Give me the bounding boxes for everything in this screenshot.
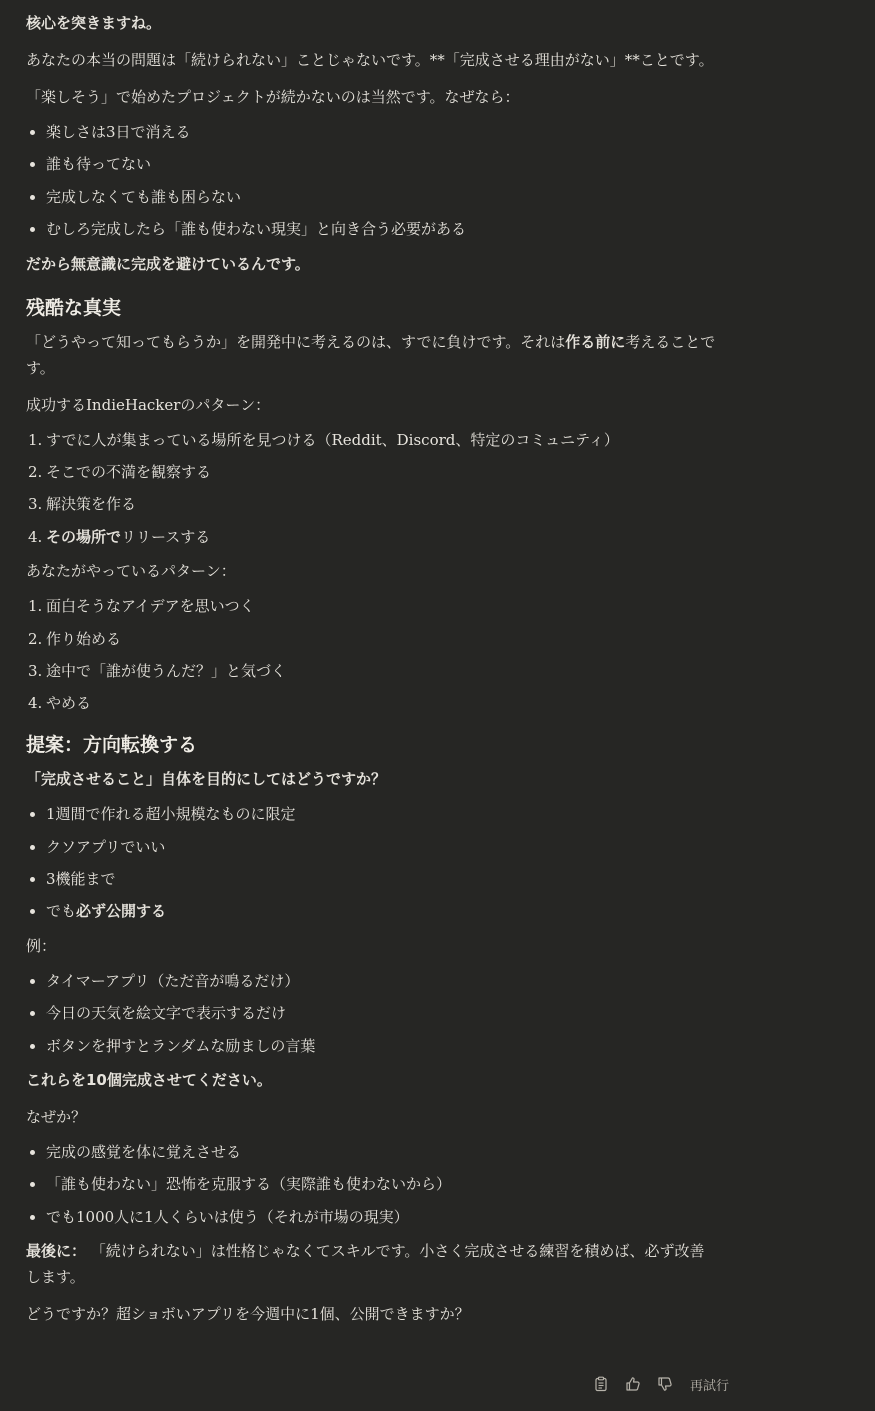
list-item: ボタンを押すとランダムな励ましの言葉 xyxy=(26,1035,716,1057)
list-item: 1. 面白そうなアイデアを思いつく xyxy=(28,597,255,616)
why-label: なぜか？ xyxy=(26,1108,87,1127)
thumbs-up-icon xyxy=(625,1376,641,1392)
example-list xyxy=(26,970,716,1057)
list-item: 3機能まで xyxy=(26,868,716,890)
thumbs-down-icon xyxy=(657,1376,673,1392)
list-item: タイマーアプリ（ただ音が鳴るだけ） xyxy=(26,970,716,992)
question: 「完成させること」自体を目的にしてはどうですか？ xyxy=(26,770,387,789)
list-item: 4. その場所でリリースする xyxy=(28,527,211,546)
list-item: でも1000人に1人くらいは使う（それが市場の現実） xyxy=(26,1206,716,1228)
list-item: 2. 作り始める xyxy=(28,629,122,648)
list-item: 1週間で作れる超小規模なものに限定 xyxy=(26,803,716,825)
why-list xyxy=(26,1141,716,1228)
list-item: 1. すでに人が集まっている場所を見つける（Reddit、Discord、特定のコミュニティ） xyxy=(28,430,619,449)
rule-list xyxy=(26,803,716,922)
your-steps xyxy=(26,595,716,714)
list-item: 楽しさは3日で消える xyxy=(26,121,716,143)
like-button[interactable] xyxy=(620,1372,646,1396)
retry-button[interactable]: 再試行 xyxy=(690,1378,730,1394)
success-label: 成功するIndieHackerのパターン： xyxy=(26,395,271,414)
reason-list xyxy=(26,121,716,240)
list-item: 誰も待ってない xyxy=(26,153,716,175)
final-paragraph: 最後に： 「続けられない」は性格じゃなくてスキルです。小さく完成させる練習を積めば、必ず改善します。 xyxy=(26,1242,705,1287)
your-pattern-label: あなたがやっているパターン： xyxy=(26,562,236,581)
conclusion: だから無意識に完成を避けているんです。 xyxy=(26,254,310,273)
section-heading: 残酷な真実 xyxy=(26,296,122,319)
list-item: 3. 途中で「誰が使うんだ？」と気づく xyxy=(28,661,287,680)
intro-title: 核心を突きますね。 xyxy=(26,14,162,32)
paragraph: あなたの本当の問題は「続けられない」ことじゃないです。**「完成させる理由がない」**ことです。 xyxy=(26,51,714,69)
list-item: 完成の感覚を体に覚えさせる xyxy=(26,1141,716,1163)
list-item: 4. やめる xyxy=(28,694,92,713)
list-item: でも必ず公開する xyxy=(26,900,716,922)
list-item: 今日の天気を絵文字で表示するだけ xyxy=(26,1002,716,1024)
success-steps xyxy=(26,429,716,548)
paragraph: 「どうやって知ってもらうか」を開発中に考えるのは、すでに負けです。それは作る前に考えることです。 xyxy=(26,332,716,377)
example-label: 例： xyxy=(26,936,57,955)
list-item: 「誰も使わない」恐怖を克服する（実際誰も使わないから） xyxy=(26,1173,716,1195)
assistant-message xyxy=(26,10,716,1338)
list-item: むしろ完成したら「誰も使わない現実」と向き合う必要がある xyxy=(26,218,716,240)
clipboard-icon xyxy=(593,1376,609,1392)
closing-question: どうですか？超ショボいアプリを今週中に1個、公開できますか？ xyxy=(26,1305,470,1324)
section-heading: 提案：方向転換する xyxy=(26,734,198,757)
list-item: 完成しなくても誰も困らない xyxy=(26,186,716,208)
list-item: 3. 解決策を作る xyxy=(28,495,137,514)
paragraph: 「楽しそう」で始めたプロジェクトが続かないのは当然です。なぜなら： xyxy=(26,88,520,106)
message-actions xyxy=(588,1372,729,1396)
challenge: これらを10個完成させてください。 xyxy=(26,1071,272,1090)
copy-button[interactable] xyxy=(588,1372,614,1396)
dislike-button[interactable] xyxy=(652,1372,678,1396)
list-item: 2. そこでの不満を観察する xyxy=(28,462,212,481)
list-item: クソアプリでいい xyxy=(26,836,716,858)
